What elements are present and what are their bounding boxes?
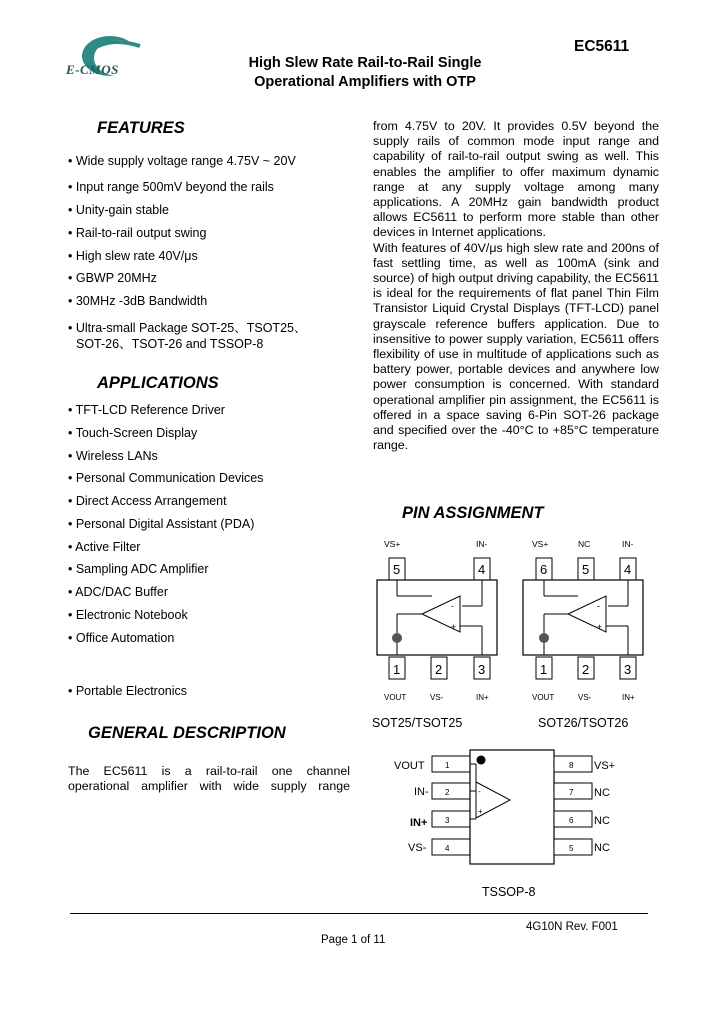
pin-label: IN+ — [622, 693, 635, 702]
pin-label: VS+ — [594, 760, 616, 772]
pin-number: 4 — [445, 844, 450, 853]
description-paragraph-2: With features of 40V/μs high slew rate and 200ns of fast settling time, as well as 100mA (sink and source) of high output driving capability, the EC5611 is ideal for the requirements of flat panel Thin Film Transistor Liquid Crystal Displays (TFT-LCD) panel grayscale reference buffers application. Due to insensitive to power supply variation, EC5611 offers flexibility of use in multitude of applications such as battery power, portable devices and anywhere low power consumption is concerned. With standard operational amplifier pin assignment, the EC5611 is offered in a space saving 6-Pin SOT-26 package and specified over the -40°C to +85°C temperature range. — [373, 240, 659, 453]
pin-number: 7 — [569, 788, 574, 797]
list-item: • Unity-gain stable — [68, 203, 169, 217]
applications-heading: APPLICATIONS — [97, 374, 219, 392]
company-logo — [62, 28, 162, 88]
intro-line-2: operational amplifier with wide supply range — [68, 779, 350, 794]
pin-number: 5 — [393, 562, 401, 577]
svg-text:+: + — [597, 622, 603, 632]
description-column — [373, 119, 659, 453]
package-caption: SOT25/TSOT25 — [372, 716, 463, 730]
pin-number: 8 — [569, 761, 574, 770]
pin-number: 1 — [540, 662, 548, 677]
package-caption: SOT26/TSOT26 — [538, 716, 629, 730]
title-line-1: High Slew Rate Rail-to-Rail Single — [248, 55, 482, 71]
pin-assignment-heading: PIN ASSIGNMENT — [402, 504, 544, 522]
pin-number: 1 — [445, 761, 450, 770]
pin-label: NC — [594, 842, 610, 854]
list-item: • High slew rate 40V/μs — [68, 249, 198, 263]
pin-number: 2 — [582, 662, 590, 677]
sot26-diagram — [518, 536, 658, 736]
tssop8-diagram — [390, 748, 630, 904]
list-item: • Direct Access Arrangement — [68, 494, 227, 508]
pin-label: VS- — [430, 693, 444, 702]
pin-number: 5 — [582, 562, 590, 577]
list-item: • Rail-to-rail output swing — [68, 226, 207, 240]
pin-number: 1 — [393, 662, 401, 677]
general-description-heading: GENERAL DESCRIPTION — [88, 724, 286, 742]
pin-number: 3 — [445, 816, 450, 825]
description-intro — [68, 764, 350, 794]
svg-text:-: - — [451, 601, 454, 611]
list-item: • Input range 500mV beyond the rails — [68, 180, 274, 194]
list-item: • Wireless LANs — [68, 449, 158, 463]
list-item: • Wide supply voltage range 4.75V ~ 20V — [68, 154, 296, 168]
svg-text:+: + — [478, 807, 483, 816]
revision-code: 4G10N Rev. F001 — [526, 921, 618, 933]
pin-label: VS- — [408, 842, 427, 854]
list-item: • TFT-LCD Reference Driver — [68, 403, 225, 417]
pin-label: VS+ — [532, 539, 549, 549]
footer-divider — [70, 913, 648, 914]
pin-number: 4 — [478, 562, 486, 577]
pin-label: VOUT — [394, 760, 425, 772]
pin-label: VOUT — [532, 693, 555, 702]
svg-text:-: - — [478, 787, 481, 796]
list-item: SOT-26、TSOT-26 and TSSOP-8 — [76, 337, 264, 351]
pin-label: VOUT — [384, 693, 407, 702]
title-line-2: Operational Amplifiers with OTP — [254, 74, 476, 90]
pin-label: VS+ — [384, 539, 401, 549]
list-item: • 30MHz -3dB Bandwidth — [68, 294, 208, 308]
pin-label: NC — [594, 787, 610, 799]
part-number: EC5611 — [574, 38, 630, 55]
features-heading: FEATURES — [97, 119, 185, 137]
intro-line-1: The EC5611 is a rail-to-rail one channel — [68, 764, 350, 778]
document-title — [210, 54, 520, 92]
list-item: • Touch-Screen Display — [68, 426, 198, 440]
pin-number: 6 — [569, 816, 574, 825]
list-item: • ADC/DAC Buffer — [68, 585, 169, 599]
pin-label: IN- — [476, 539, 488, 549]
list-item: • Office Automation — [68, 631, 175, 645]
list-item: • Personal Communication Devices — [68, 471, 264, 485]
pin-label: IN- — [622, 539, 634, 549]
pin-number: 2 — [435, 662, 443, 677]
pin-label: IN+ — [476, 693, 489, 702]
list-item: • Electronic Notebook — [68, 608, 188, 622]
list-item: • Personal Digital Assistant (PDA) — [68, 517, 255, 531]
svg-text:-: - — [597, 601, 600, 611]
pin-number: 2 — [445, 788, 450, 797]
pin-label: IN- — [414, 786, 429, 798]
pin-label: NC — [594, 815, 610, 827]
list-item: • Ultra-small Package SOT-25、TSOT25、 — [68, 321, 307, 335]
svg-text:+: + — [451, 622, 457, 632]
pin-number: 3 — [478, 662, 486, 677]
list-item: • Portable Electronics — [68, 684, 188, 698]
pin-number: 4 — [624, 562, 632, 577]
pin-label: VS- — [578, 693, 592, 702]
pin-label: NC — [578, 539, 591, 549]
logo-text: E-CMOS — [66, 62, 119, 77]
list-item: • GBWP 20MHz — [68, 271, 157, 285]
pin-number: 5 — [569, 844, 574, 853]
page-number: Page 1 of 11 — [321, 934, 386, 946]
pin-number: 3 — [624, 662, 632, 677]
package-caption: TSSOP-8 — [482, 885, 536, 899]
logo-swoosh-icon — [62, 28, 162, 88]
sot25-diagram — [372, 536, 512, 736]
list-item: • Sampling ADC Amplifier — [68, 562, 209, 576]
list-item: • Active Filter — [68, 540, 141, 554]
pin-number: 6 — [540, 562, 548, 577]
pin-label: IN+ — [410, 817, 428, 829]
description-paragraph-1: from 4.75V to 20V. It provides 0.5V beyond the supply rails of common mode input range and capability of rail-to-rail output swing as well. This enables the amplifier to offer maximum dynamic range at any supply voltage among many applications. A 20MHz gain bandwidth product allows EC5611 to perform more stable than other devices in Internet applications. — [373, 119, 659, 240]
